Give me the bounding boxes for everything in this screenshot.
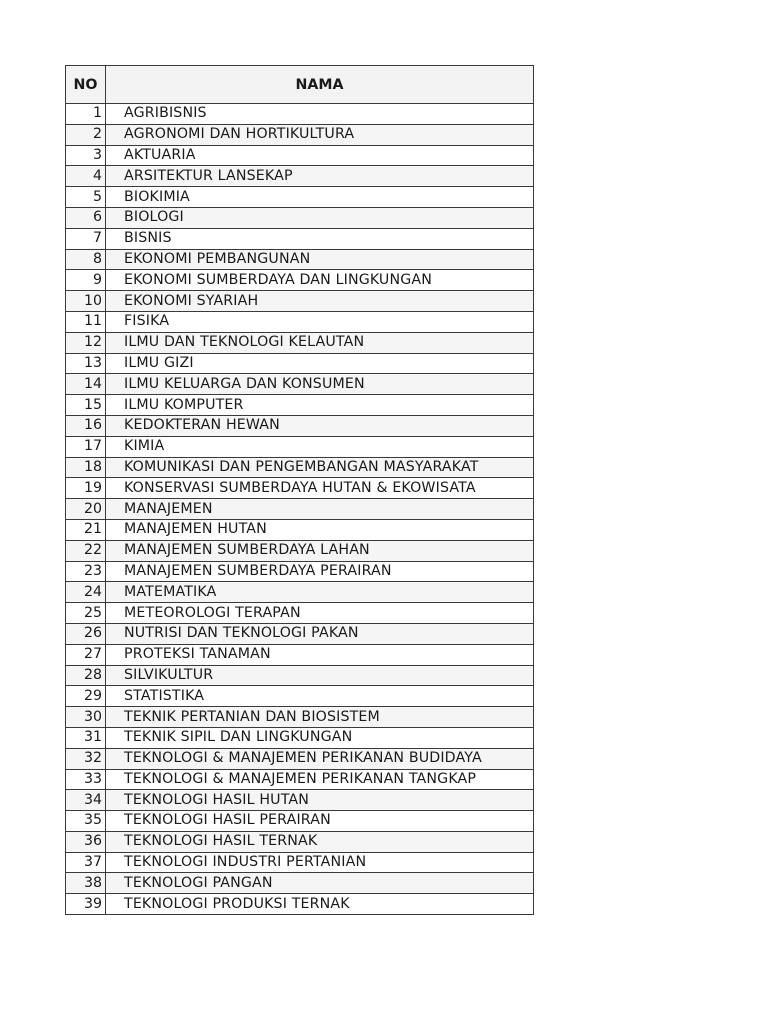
program-name: BISNIS <box>106 228 534 249</box>
table-row <box>66 519 534 540</box>
row-number: 39 <box>66 894 106 915</box>
row-number: 21 <box>66 519 106 540</box>
table-row <box>66 499 534 520</box>
row-number: 10 <box>66 291 106 312</box>
row-number: 26 <box>66 623 106 644</box>
table-row <box>66 187 534 208</box>
table-row <box>66 707 534 728</box>
table-row <box>66 748 534 769</box>
program-name: MATEMATIKA <box>106 582 534 603</box>
row-number: 8 <box>66 249 106 270</box>
table-row <box>66 831 534 852</box>
program-name: KEDOKTERAN HEWAN <box>106 415 534 436</box>
program-name: EKONOMI SUMBERDAYA DAN LINGKUNGAN <box>106 270 534 291</box>
table-row <box>66 623 534 644</box>
program-name: METEOROLOGI TERAPAN <box>106 603 534 624</box>
table-row <box>66 395 534 416</box>
table-header-row <box>66 66 534 104</box>
program-name: ARSITEKTUR LANSEKAP <box>106 166 534 187</box>
program-name: TEKNOLOGI & MANAJEMEN PERIKANAN TANGKAP <box>106 769 534 790</box>
table-row <box>66 769 534 790</box>
program-name: MANAJEMEN SUMBERDAYA LAHAN <box>106 540 534 561</box>
table-row <box>66 228 534 249</box>
row-number: 25 <box>66 603 106 624</box>
row-number: 19 <box>66 478 106 499</box>
program-name: ILMU KELUARGA DAN KONSUMEN <box>106 374 534 395</box>
program-name: ILMU GIZI <box>106 353 534 374</box>
table-row <box>66 124 534 145</box>
row-number: 9 <box>66 270 106 291</box>
table-row <box>66 166 534 187</box>
program-name: NUTRISI DAN TEKNOLOGI PAKAN <box>106 623 534 644</box>
row-number: 2 <box>66 124 106 145</box>
row-number: 18 <box>66 457 106 478</box>
program-name: TEKNOLOGI & MANAJEMEN PERIKANAN BUDIDAYA <box>106 748 534 769</box>
table-row <box>66 540 534 561</box>
program-name: MANAJEMEN SUMBERDAYA PERAIRAN <box>106 561 534 582</box>
program-name: TEKNOLOGI HASIL HUTAN <box>106 790 534 811</box>
table-row <box>66 270 534 291</box>
table-row <box>66 291 534 312</box>
row-number: 15 <box>66 395 106 416</box>
table-row <box>66 561 534 582</box>
study-program-table <box>65 65 534 915</box>
program-name: KOMUNIKASI DAN PENGEMBANGAN MASYARAKAT <box>106 457 534 478</box>
row-number: 3 <box>66 145 106 166</box>
row-number: 1 <box>66 104 106 125</box>
table-row <box>66 644 534 665</box>
row-number: 4 <box>66 166 106 187</box>
table-row <box>66 104 534 125</box>
table-row <box>66 145 534 166</box>
row-number: 24 <box>66 582 106 603</box>
row-number: 30 <box>66 707 106 728</box>
row-number: 28 <box>66 665 106 686</box>
program-name: TEKNOLOGI HASIL TERNAK <box>106 831 534 852</box>
row-number: 12 <box>66 332 106 353</box>
row-number: 7 <box>66 228 106 249</box>
table-body <box>66 104 534 915</box>
row-number: 31 <box>66 727 106 748</box>
program-name: MANAJEMEN HUTAN <box>106 519 534 540</box>
row-number: 29 <box>66 686 106 707</box>
program-name: ILMU KOMPUTER <box>106 395 534 416</box>
row-number: 32 <box>66 748 106 769</box>
program-name: PROTEKSI TANAMAN <box>106 644 534 665</box>
table-row <box>66 332 534 353</box>
table-row <box>66 353 534 374</box>
program-name: EKONOMI PEMBANGUNAN <box>106 249 534 270</box>
table-row <box>66 873 534 894</box>
program-name: EKONOMI SYARIAH <box>106 291 534 312</box>
table-row <box>66 811 534 832</box>
row-number: 33 <box>66 769 106 790</box>
row-number: 35 <box>66 811 106 832</box>
program-name: FISIKA <box>106 311 534 332</box>
program-name: KIMIA <box>106 436 534 457</box>
column-header-name: NAMA <box>106 66 534 104</box>
program-name: BIOLOGI <box>106 207 534 228</box>
program-name: MANAJEMEN <box>106 499 534 520</box>
table-row <box>66 374 534 395</box>
table-row <box>66 249 534 270</box>
row-number: 34 <box>66 790 106 811</box>
program-name: TEKNOLOGI INDUSTRI PERTANIAN <box>106 852 534 873</box>
table-row <box>66 686 534 707</box>
table-row <box>66 603 534 624</box>
row-number: 14 <box>66 374 106 395</box>
program-name: SILVIKULTUR <box>106 665 534 686</box>
row-number: 23 <box>66 561 106 582</box>
row-number: 37 <box>66 852 106 873</box>
table-row <box>66 852 534 873</box>
table-row <box>66 727 534 748</box>
program-name: KONSERVASI SUMBERDAYA HUTAN & EKOWISATA <box>106 478 534 499</box>
program-name: ILMU DAN TEKNOLOGI KELAUTAN <box>106 332 534 353</box>
table-row <box>66 478 534 499</box>
table-row <box>66 311 534 332</box>
table-row <box>66 894 534 915</box>
row-number: 6 <box>66 207 106 228</box>
table-row <box>66 436 534 457</box>
table-row <box>66 207 534 228</box>
row-number: 38 <box>66 873 106 894</box>
program-name: TEKNOLOGI HASIL PERAIRAN <box>106 811 534 832</box>
row-number: 5 <box>66 187 106 208</box>
row-number: 20 <box>66 499 106 520</box>
row-number: 17 <box>66 436 106 457</box>
program-name: AGRIBISNIS <box>106 104 534 125</box>
program-name: STATISTIKA <box>106 686 534 707</box>
row-number: 27 <box>66 644 106 665</box>
row-number: 11 <box>66 311 106 332</box>
table-row <box>66 665 534 686</box>
program-name: TEKNOLOGI PANGAN <box>106 873 534 894</box>
study-program-sheet <box>65 65 533 915</box>
row-number: 36 <box>66 831 106 852</box>
program-name: AGRONOMI DAN HORTIKULTURA <box>106 124 534 145</box>
program-name: TEKNIK PERTANIAN DAN BIOSISTEM <box>106 707 534 728</box>
program-name: TEKNOLOGI PRODUKSI TERNAK <box>106 894 534 915</box>
program-name: TEKNIK SIPIL DAN LINGKUNGAN <box>106 727 534 748</box>
row-number: 13 <box>66 353 106 374</box>
table-row <box>66 457 534 478</box>
program-name: AKTUARIA <box>106 145 534 166</box>
table-row <box>66 415 534 436</box>
row-number: 16 <box>66 415 106 436</box>
row-number: 22 <box>66 540 106 561</box>
table-row <box>66 790 534 811</box>
program-name: BIOKIMIA <box>106 187 534 208</box>
column-header-no: NO <box>66 66 106 104</box>
table-row <box>66 582 534 603</box>
